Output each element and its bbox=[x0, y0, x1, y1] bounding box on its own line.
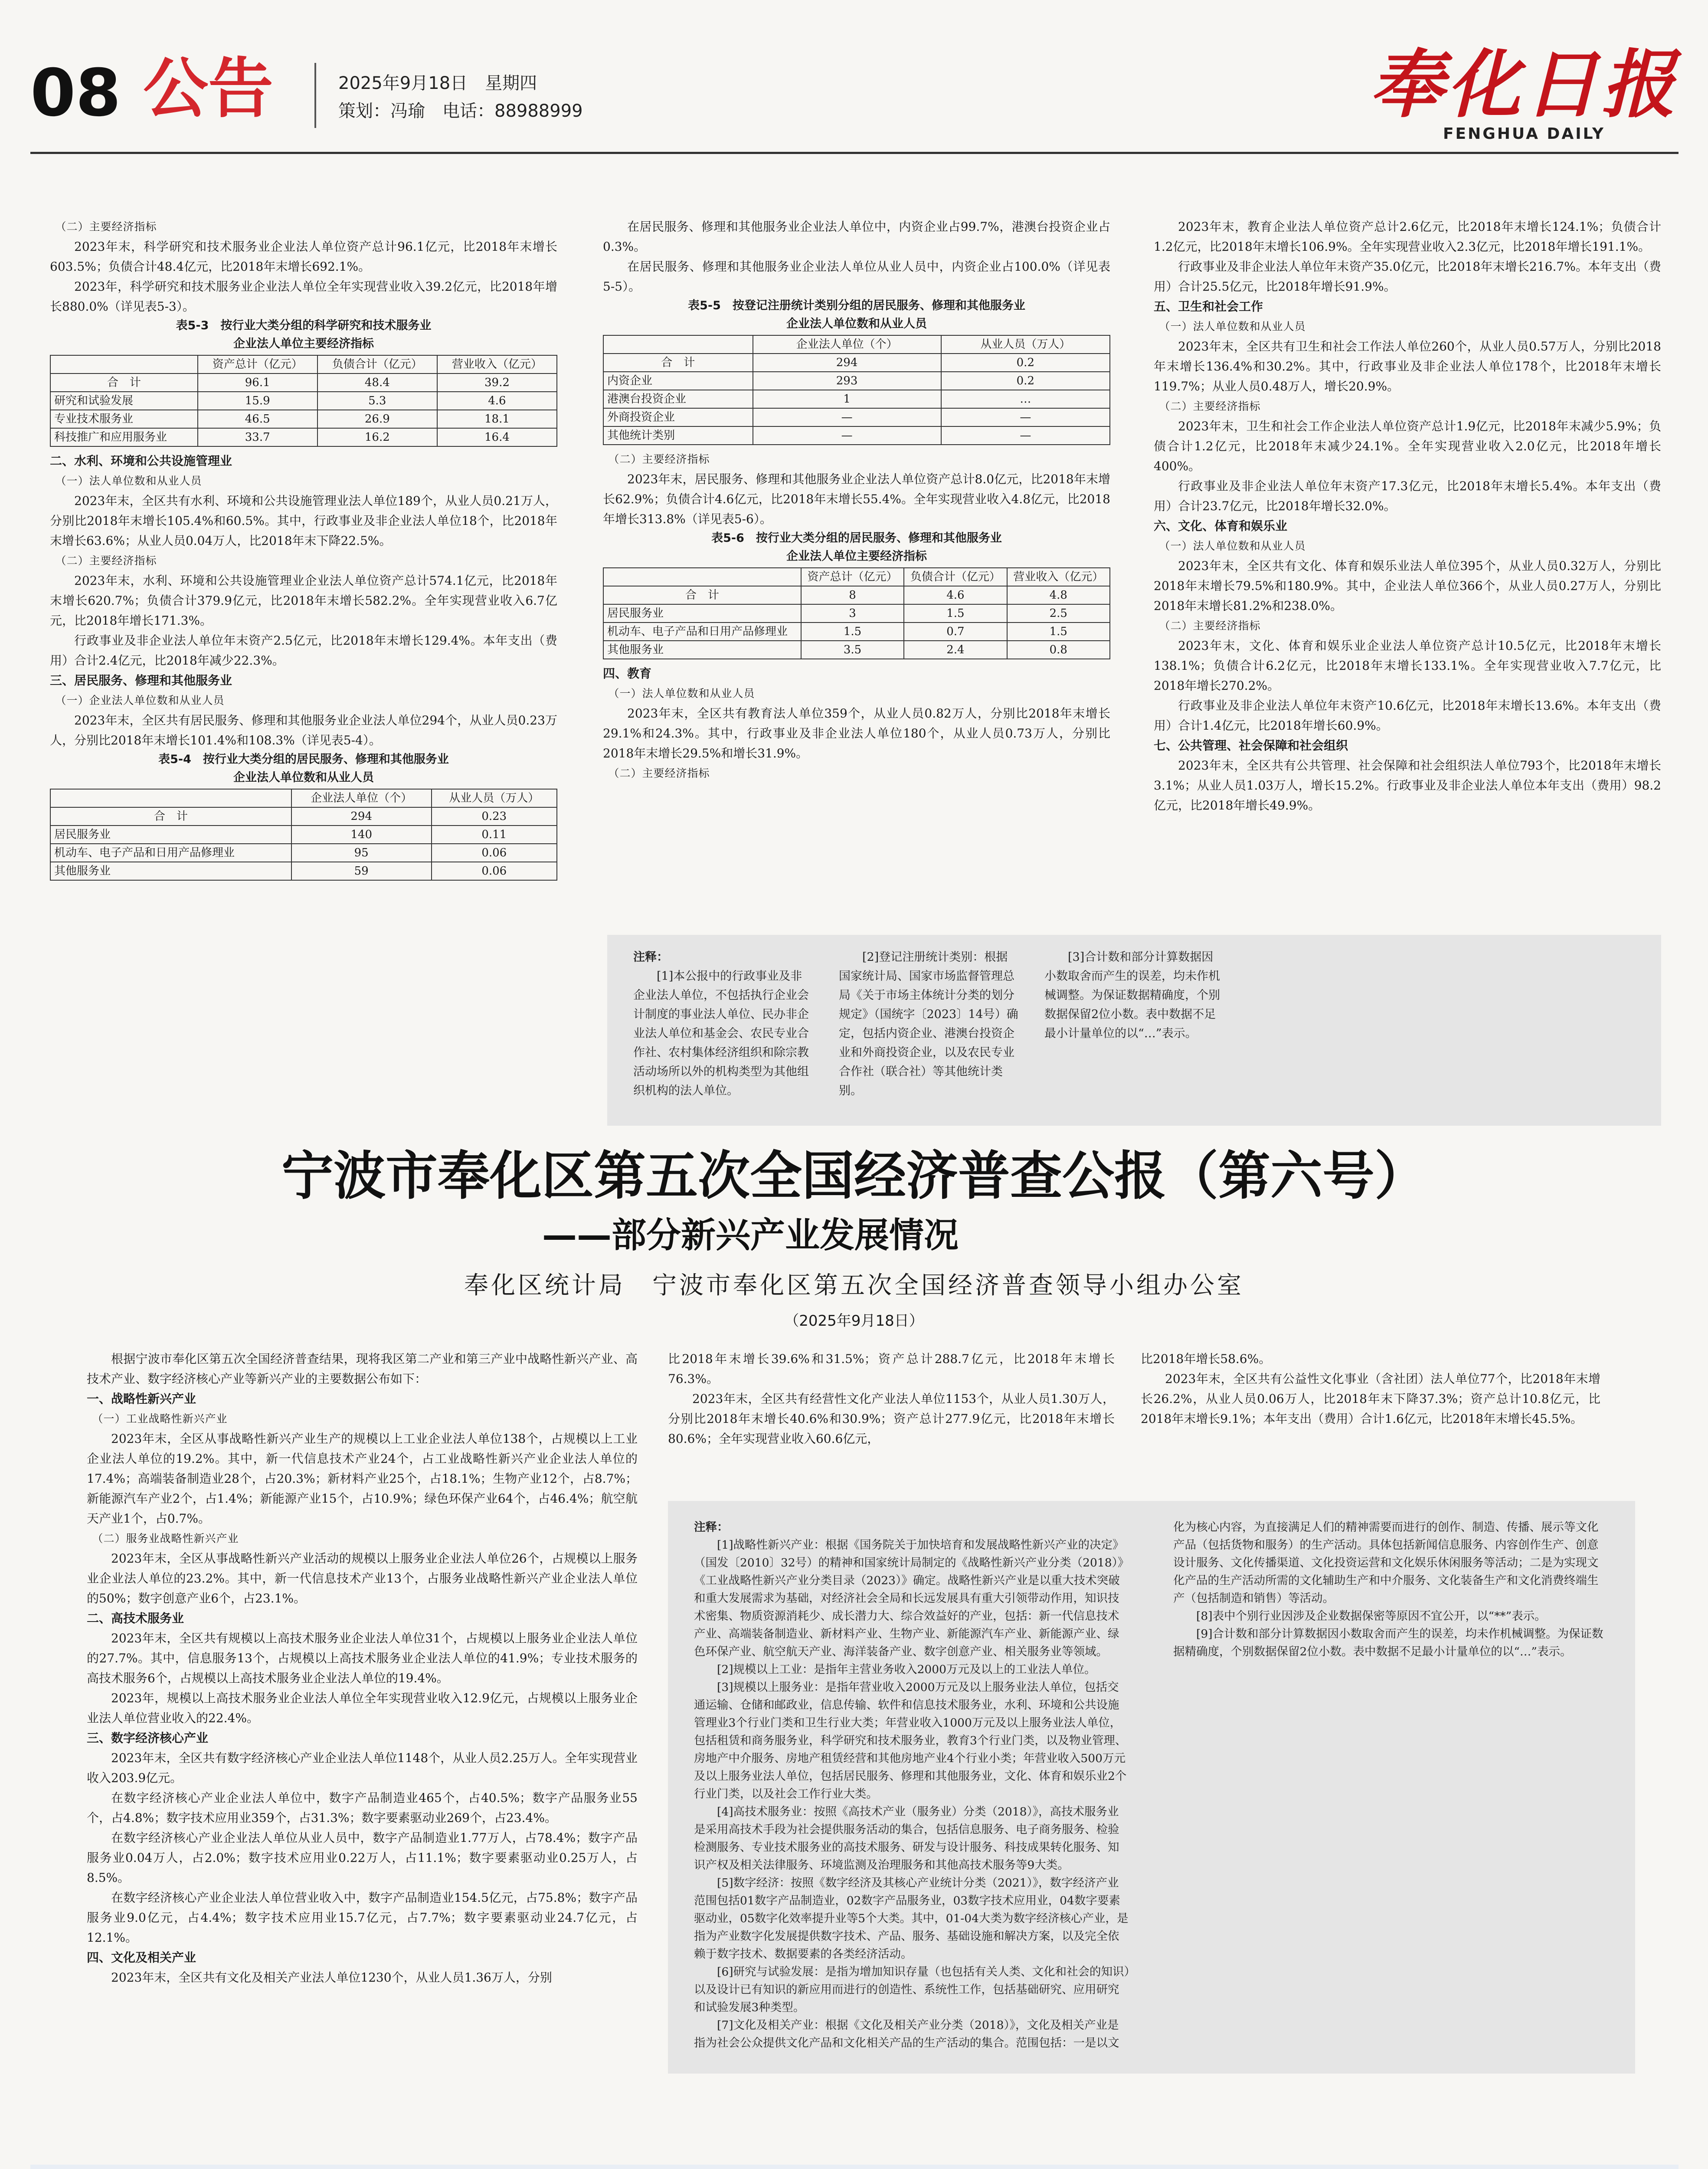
note-paragraph: [3]规模以上服务业：是指年营业收入2000万元及以上服务业法人单位，包括交通运输、仓储和邮政业，信息传输、软件和信息技术服务业，水利、环境和公共设施管理业3个行业门类和卫生行业大类；年营业收入1000万元及以上服务业法人单位，包括租赁和商务服务业，科学研究和技术服务业，教育3个行业门类，以及物业管理、房地产中介服务、房地产租赁经营和其他房地产业4个行业小类；年营业收入500万元及以上服务业法人单位，包括居民服务、修理和其他服务业，文化、体育和娱乐业2个行业门类，以及社会工作行业大类。 bbox=[694, 1681, 1127, 1801]
body-paragraph: 2023年，规模以上高技术服务业企业法人单位全年实现营业收入12.9亿元，占规模以上服务业企业法人单位营业收入的22.4%。 bbox=[87, 1691, 638, 1725]
table-5-5-block bbox=[603, 297, 1110, 445]
table-row bbox=[603, 586, 1110, 604]
article-notes-box bbox=[668, 1501, 1635, 2074]
table-cell: 其他统计类别 bbox=[603, 426, 753, 445]
table-header-cell: 负债合计（亿元） bbox=[904, 568, 1007, 586]
top-column-3 bbox=[1154, 217, 1661, 816]
body-paragraph: 2023年末，全区从事战略性新兴产业活动的规模以上服务业企业法人单位26个，占规模以上服务业企业法人单位的23.2%。其中，新一代信息技术产业13个，占服务业战略性新兴产业企业法人单位的50%；数字创意产业6个，占23.1%。 bbox=[87, 1551, 638, 1605]
section-title: 公告 bbox=[143, 51, 274, 127]
table-5-3 bbox=[50, 355, 557, 447]
article-column-1 bbox=[87, 1349, 638, 1988]
table-cell: 外商投资企业 bbox=[603, 408, 753, 426]
table-cell: 48.4 bbox=[317, 374, 437, 392]
table-cell: 2.4 bbox=[904, 641, 1007, 659]
table-cell: 机动车、电子产品和日用产品修理业 bbox=[603, 623, 801, 641]
table-cell: 39.2 bbox=[437, 374, 557, 392]
body-paragraph: 2023年末，全区共有数字经济核心产业企业法人单位1148个，从业人员2.25万人。全年实现营业收入203.9亿元。 bbox=[87, 1751, 638, 1785]
table-cell: 1 bbox=[753, 390, 941, 408]
body-paragraph: 在数字经济核心产业企业法人单位营业收入中，数字产品制造业154.5亿元，占75.8%；数字产品服务业9.0亿元，占4.4%；数字技术应用业15.7亿元，占7.7%；数字要素驱动业24.7亿元，占12.1%。 bbox=[87, 1891, 638, 1945]
logo-english: FENGHUA DAILY bbox=[1443, 125, 1606, 143]
table-cell: 5.3 bbox=[317, 392, 437, 410]
body-paragraph: 2023年末，全区共有教育法人单位359个，从业人员0.82万人，分别比2018年末增长29.1%和24.3%。其中，行政事业及非企业法人单位180个，从业人员0.73万人，分别比2018年末增长29.5%和增长31.9%。 bbox=[603, 706, 1110, 760]
table-cell: — bbox=[753, 426, 941, 445]
table-cell: 0.11 bbox=[432, 826, 557, 844]
section-heading: 二、水利、环境和公共设施管理业 bbox=[50, 454, 232, 468]
table-header-cell: 企业法人单位（个） bbox=[753, 335, 941, 354]
note-paragraph: [2]登记注册统计类别：根据国家统计局、国家市场监督管理总局《关于市场主体统计分类的划分规定》（国统字〔2023〕14号）确定，包括内资企业、港澳台投资企业和外商投资企业，以及农民专业合作社（联合社）等其他统计类别。 bbox=[839, 950, 1018, 1098]
table-row bbox=[50, 807, 557, 826]
table-cell: 15.9 bbox=[198, 392, 317, 410]
body-paragraph: 在居民服务、修理和其他服务业企业法人单位中，内资企业占99.7%，港澳台投资企业占0.3%。 bbox=[603, 220, 1110, 254]
table-cell: 内资企业 bbox=[603, 372, 753, 390]
body-paragraph: 行政事业及非企业法人单位年末资产35.0亿元，比2018年末增长216.7%。本年支出（费用）合计25.5亿元，比2018年增长91.9%。 bbox=[1154, 259, 1661, 294]
table-subtitle: 企业法人单位主要经济指标 bbox=[786, 550, 927, 563]
subsection-heading: （二）主要经济指标 bbox=[55, 554, 157, 567]
table-cell: 4.6 bbox=[904, 586, 1007, 604]
table-cell: 95 bbox=[291, 844, 432, 862]
table-subtitle: 企业法人单位数和从业人员 bbox=[786, 317, 927, 331]
table-cell: 专业技术服务业 bbox=[50, 410, 198, 428]
table-row bbox=[50, 392, 557, 410]
table-subtitle: 企业法人单位数和从业人员 bbox=[233, 771, 374, 784]
subsection-heading: （一）法人单位数和从业人员 bbox=[1159, 540, 1306, 552]
table-cell: — bbox=[941, 426, 1110, 445]
top-notes-box bbox=[607, 935, 1661, 1126]
table-5-4-block bbox=[50, 750, 557, 881]
notes-label: 注释： bbox=[694, 1520, 729, 1534]
header-divider bbox=[314, 63, 316, 128]
subsection-heading: （一）法人单位数和从业人员 bbox=[1159, 320, 1306, 333]
header-rule bbox=[30, 152, 1679, 154]
table-cell: 3.5 bbox=[801, 641, 904, 659]
body-paragraph: 在数字经济核心产业企业法人单位中，数字产品制造业465个，占40.5%；数字产品服务业55个，占4.8%；数字技术应用业359个，占31.3%；数字要素驱动业269个，占23.4%。 bbox=[87, 1791, 638, 1825]
section-heading: 三、居民服务、修理和其他服务业 bbox=[50, 673, 232, 688]
table-header-row bbox=[50, 789, 557, 807]
body-paragraph: 2023年末，全区共有卫生和社会工作法人单位260个，从业人员0.57万人，分别比2018年末增长136.4%和30.2%。其中，行政事业及非企业法人单位178个，比2018年末增长119.7%；从业人员0.48万人，增长20.9%。 bbox=[1154, 339, 1661, 393]
note-paragraph: [4]高技术服务业：按照《高技术产业（服务业）分类（2018）》，高技术服务业是采用高技术手段为社会提供服务活动的集合，包括信息服务、电子商务服务、检验检测服务、专业技术服务业的高技术服务、研发与设计服务、科技成果转化服务、知识产权及相关法律服务、环境监测及治理服务和其他高技术服务等9大类。 bbox=[694, 1805, 1119, 1872]
table-cell: — bbox=[753, 408, 941, 426]
note-paragraph: [5]数字经济：按照《数字经济及其核心产业统计分类（2021）》，数字经济产业范围包括01数字产品制造业，02数字产品服务业，03数字技术应用业，04数字要素驱动业，05数字化效率提升业等5个大类。其中，01-04大类为数字经济核心产业，是指为产业数字化发展提供数字技术、产品、服务、基础设施和解决方案，以及完全依赖于数字技术、数据要素的各类经济活动。 bbox=[694, 1876, 1129, 1961]
section-heading: 七、公共管理、社会保障和社会组织 bbox=[1154, 738, 1348, 753]
table-cell: 0.06 bbox=[432, 862, 557, 880]
editor-info: 策划：冯瑜 电话：88988999 bbox=[338, 101, 583, 121]
table-cell: — bbox=[941, 408, 1110, 426]
table-row bbox=[50, 410, 557, 428]
table-row bbox=[603, 390, 1110, 408]
table-header-cell bbox=[50, 355, 198, 374]
table-row bbox=[50, 862, 557, 880]
table-cell: 合 计 bbox=[603, 586, 801, 604]
table-row bbox=[603, 354, 1110, 372]
subsection-heading: （二）主要经济指标 bbox=[608, 767, 710, 780]
section-heading: 二、高技术服务业 bbox=[87, 1611, 184, 1625]
table-row bbox=[50, 428, 557, 446]
body-paragraph: 2023年末，全区共有公共管理、社会保障和社会组织法人单位793个，比2018年末增长3.1%；从业人员1.03万人，增长15.2%。行政事业及非企业法人单位本年支出（费用）98.2亿元，比2018年增长49.9%。 bbox=[1154, 758, 1661, 813]
table-cell: 0.2 bbox=[941, 354, 1110, 372]
body-paragraph: 2023年末，全区共有居民服务、修理和其他服务业企业法人单位294个，从业人员0.23万人，分别比2018年末增长101.4%和108.3%（详见表5-4）。 bbox=[50, 713, 557, 747]
section-heading: 六、文化、体育和娱乐业 bbox=[1154, 519, 1288, 533]
table-cell: … bbox=[941, 390, 1110, 408]
table-cell: 3 bbox=[801, 604, 904, 623]
table-header-row bbox=[50, 355, 557, 374]
table-row bbox=[50, 374, 557, 392]
table-cell: 港澳台投资企业 bbox=[603, 390, 753, 408]
table-cell: 0.7 bbox=[904, 623, 1007, 641]
table-cell: 294 bbox=[753, 354, 941, 372]
article-subtitle: ——部分新兴产业发展情况 bbox=[542, 1215, 959, 1255]
body-paragraph: 2023年末，科学研究和技术服务业企业法人单位资产总计96.1亿元，比2018年末增长603.5%；负债合计48.4亿元，比2018年末增长692.1%。 bbox=[50, 239, 557, 274]
table-cell: 16.2 bbox=[317, 428, 437, 446]
body-paragraph: 2023年，科学研究和技术服务业企业法人单位全年实现营业收入39.2亿元，比2018年增长880.0%（详见表5-3）。 bbox=[50, 279, 557, 314]
table-cell: 合 计 bbox=[603, 354, 753, 372]
top-column-2 bbox=[603, 217, 1110, 783]
table-5-4 bbox=[50, 789, 557, 881]
continued-paragraph: 比2018年增长58.6%。 bbox=[1141, 1352, 1271, 1366]
issue-date: 2025年9月18日 星期四 bbox=[338, 73, 537, 93]
table-header-row bbox=[603, 568, 1110, 586]
body-paragraph: 2023年末，卫生和社会工作企业法人单位资产总计1.9亿元，比2018年末减少5.9%；负债合计1.2亿元，比2018年末减少24.1%。全年实现营业收入2.0亿元，比2018年增长400%。 bbox=[1154, 419, 1661, 473]
logo-chinese: 奉化日报 bbox=[1369, 41, 1679, 128]
table-cell: 16.4 bbox=[437, 428, 557, 446]
table-cell: 59 bbox=[291, 862, 432, 880]
table-row bbox=[603, 408, 1110, 426]
table-header-cell: 从业人员（万人） bbox=[941, 335, 1110, 354]
section-heading: 四、文化及相关产业 bbox=[87, 1950, 196, 1965]
table-cell: 33.7 bbox=[198, 428, 317, 446]
section-heading: 一、战略性新兴产业 bbox=[87, 1392, 196, 1406]
newspaper-logo bbox=[1369, 41, 1679, 144]
body-paragraph: 2023年末，全区共有规模以上高技术服务业企业法人单位31个，占规模以上服务业企业法人单位的27.7%。其中，信息服务13个，占规模以上高技术服务业企业法人单位的41.9%；专业技术服务的高技术服务6个，占规模以上高技术服务业企业法人单位的19.4%。 bbox=[87, 1631, 638, 1685]
table-row bbox=[603, 623, 1110, 641]
note-paragraph: [9]合计数和部分计算数据因小数取舍而产生的误差，均未作机械调整。为保证数据精确度，个别数据保留2位小数。表中数据不足最小计量单位的以“…”表示。 bbox=[1173, 1627, 1603, 1658]
table-header-cell: 负债合计（亿元） bbox=[317, 355, 437, 374]
section-heading: 五、卫生和社会工作 bbox=[1154, 299, 1263, 314]
table-title: 表5-4 按行业大类分组的居民服务、修理和其他服务业 bbox=[158, 753, 449, 766]
table-cell: 0.8 bbox=[1007, 641, 1110, 659]
body-paragraph: 行政事业及非企业法人单位年末资产2.5亿元，比2018年末增长129.4%。本年支出（费用）合计2.4亿元，比2018年减少22.3%。 bbox=[50, 633, 557, 668]
table-cell: 140 bbox=[291, 826, 432, 844]
table-header-cell bbox=[50, 789, 291, 807]
table-cell: 其他服务业 bbox=[603, 641, 801, 659]
table-cell: 18.1 bbox=[437, 410, 557, 428]
body-paragraph: 2023年末，全区共有公益性文化事业（含社团）法人单位77个，比2018年末增长26.2%，从业人员0.06万人，比2018年末下降37.3%；资产总计10.8亿元，比2018年末增长9.1%；本年支出（费用）合计1.6亿元，比2018年末增长45.5%。 bbox=[1141, 1372, 1600, 1426]
table-cell: 46.5 bbox=[198, 410, 317, 428]
table-header-cell: 从业人员（万人） bbox=[432, 789, 557, 807]
table-5-6 bbox=[603, 567, 1110, 659]
subsection-heading: （一）企业法人单位数和从业人员 bbox=[55, 694, 225, 707]
table-subtitle: 企业法人单位主要经济指标 bbox=[233, 337, 374, 351]
table-cell: 研究和试验发展 bbox=[50, 392, 198, 410]
top-column-1 bbox=[50, 217, 557, 885]
body-paragraph: 在居民服务、修理和其他服务业企业法人单位从业人员中，内资企业占100.0%（详见表5-5）。 bbox=[603, 259, 1110, 294]
body-paragraph: 2023年末，文化、体育和娱乐业企业法人单位资产总计10.5亿元，比2018年末增长138.1%；负债合计6.2亿元，比2018年末增长133.1%。全年实现营业收入7.7亿元，比2018年增长270.2%。 bbox=[1154, 639, 1661, 693]
table-cell: 居民服务业 bbox=[50, 826, 291, 844]
table-title: 表5-6 按行业大类分组的居民服务、修理和其他服务业 bbox=[711, 531, 1002, 545]
article-column-3 bbox=[1141, 1349, 1600, 1429]
continued-paragraph: 比2018年末增长39.6%和31.5%；资产总计288.7亿元，比2018年末增长76.3%。 bbox=[668, 1352, 1115, 1386]
table-cell: 26.9 bbox=[317, 410, 437, 428]
table-row bbox=[603, 604, 1110, 623]
table-row bbox=[603, 426, 1110, 445]
body-paragraph: 根据宁波市奉化区第五次全国经济普查结果，现将我区第二产业和第三产业中战略性新兴产业、高技术产业、数字经济核心产业等新兴产业的主要数据公布如下： bbox=[87, 1352, 638, 1386]
table-cell: 居民服务业 bbox=[603, 604, 801, 623]
body-paragraph: 2023年末，全区共有文化及相关产业法人单位1230个，从业人员1.36万人，分别 bbox=[111, 1970, 552, 1985]
table-row bbox=[50, 826, 557, 844]
page-number: 08 bbox=[30, 56, 121, 131]
page-header bbox=[30, 39, 1679, 147]
subsection-heading: （一）工业战略性新兴产业 bbox=[92, 1412, 228, 1425]
subsection-heading: （二）主要经济指标 bbox=[55, 220, 157, 233]
subsection-heading: （一）法人单位数和从业人员 bbox=[55, 475, 202, 487]
body-paragraph: 行政事业及非企业法人单位年末资产10.6亿元，比2018年末增长13.6%。本年支出（费用）合计1.4亿元，比2018年增长60.9%。 bbox=[1154, 698, 1661, 733]
note-paragraph: [6]研究与试验发展：是指为增加知识存量（也包括有关人类、文化和社会的知识）以及设计已有知识的新应用而进行的创造性、系统性工作，包括基础研究、应用研究和试验发展3种类型。 bbox=[694, 1965, 1130, 2014]
table-header-cell: 资产总计（亿元） bbox=[198, 355, 317, 374]
table-cell: 科技推广和应用服务业 bbox=[50, 428, 198, 446]
body-paragraph: 2023年末，全区共有文化、体育和娱乐业法人单位395个，从业人员0.32万人，分别比2018年末增长79.5%和180.9%。其中，企业法人单位366个，从业人员0.27万人，分别比2018年末增长81.2%和238.0%。 bbox=[1154, 559, 1661, 613]
table-cell: 1.5 bbox=[904, 604, 1007, 623]
note-paragraph: [1]战略性新兴产业：根据《国务院关于加快培育和发展战略性新兴产业的决定》（国发〔2010〕32号）的精神和国家统计局制定的《战略性新兴产业分类（2018）》《工业战略性新兴产业分类目录（2023）》确定。战略性新兴产业是以重大技术突破和重大发展需求为基础，对经济社会全局和长远发展具有重大引领带动作用，知识技术密集、物质资源消耗少、成长潜力大、综合效益好的产业，包括：新一代信息技术产业、高端装备制造业、新材料产业、生物产业、新能源汽车产业、新能源产业、绿色环保产业、航空航天产业、海洋装备产业、数字创意产业、相关服务业等领域。 bbox=[694, 1538, 1129, 1658]
body-paragraph: 2023年末，居民服务、修理和其他服务业企业法人单位资产总计8.0亿元，比2018年末增长62.9%；负债合计4.6亿元，比2018年末增长55.4%。全年实现营业收入4.8亿元，比2018年增长313.8%（详见表5-6）。 bbox=[603, 472, 1110, 526]
table-header-row bbox=[603, 335, 1110, 354]
note-paragraph: [8]表中个别行业因涉及企业数据保密等原因不宜公开，以“**”表示。 bbox=[1196, 1609, 1546, 1623]
subsection-heading: （二）主要经济指标 bbox=[1159, 619, 1261, 632]
body-paragraph: 2023年末，教育企业法人单位资产总计2.6亿元，比2018年末增长124.1%；负债合计1.2亿元，比2018年末增长106.9%。全年实现营业收入2.3亿元，比2018年增长191.1%。 bbox=[1154, 220, 1661, 254]
subsection-heading: （一）法人单位数和从业人员 bbox=[608, 687, 755, 700]
body-paragraph: 2023年末，全区从事战略性新兴产业生产的规模以上工业企业法人单位138个，占规模以上工业企业法人单位的19.2%。其中，新一代信息技术产业24个，占工业战略性新兴产业企业法人单位的17.4%；高端装备制造业28个，占20.3%；新材料产业25个，占18.1%；生物产业12个，占8.7%；新能源汽车产业2个，占1.4%；新能源产业15个，占10.9%；绿色环保产业64个，占46.4%；航空航天产业1个，占0.7%。 bbox=[87, 1432, 638, 1526]
table-cell: 96.1 bbox=[198, 374, 317, 392]
table-cell: 8 bbox=[801, 586, 904, 604]
article-issuer: 奉化区统计局 宁波市奉化区第五次全国经济普查领导小组办公室 bbox=[464, 1271, 1244, 1300]
table-cell: 0.23 bbox=[432, 807, 557, 826]
table-cell: 2.5 bbox=[1007, 604, 1110, 623]
body-paragraph: 在数字经济核心产业企业法人单位从业人员中，数字产品制造业1.77万人，占78.4%；数字产品服务业0.04万人，占2.0%；数字技术应用业0.22万人，占11.1%；数字要素驱动业0.25万人，占8.5%。 bbox=[87, 1831, 638, 1885]
table-cell: 294 bbox=[291, 807, 432, 826]
rainbow-banner bbox=[30, 2165, 1679, 2169]
table-header-cell bbox=[603, 335, 753, 354]
table-cell: 机动车、电子产品和日用产品修理业 bbox=[50, 844, 291, 862]
note-paragraph: [7]文化及相关产业：根据《文化及相关产业分类（2018）》，文化及相关产业是指为社会公众提供文化产品和文化相关产品的生产活动的集合。范围包括：一是以文化为核心内容，为直接满足人们的精神需要而进行的创作、制造、传播、展示等文化产品（包括货物和服务）的生产活动。具体包括新闻信息服务、内容创作生产、创意设计服务、文化传播渠道、文化投资运营和文化娱乐休闲服务等活动；二是为实现文化产品的生产活动所需的文化辅助生产和中介服务、文化装备生产和文化消费终端生产（包括制造和销售）等活动。 bbox=[694, 1520, 1599, 2050]
table-header-cell: 营业收入（亿元） bbox=[1007, 568, 1110, 586]
subsection-heading: （二）服务业战略性新兴产业 bbox=[92, 1532, 239, 1545]
body-paragraph: 行政事业及非企业法人单位年末资产17.3亿元，比2018年末增长5.4%。本年支出（费用）合计23.7亿元，比2018年增长32.0%。 bbox=[1154, 479, 1661, 513]
table-cell: 合 计 bbox=[50, 374, 198, 392]
table-header-cell: 资产总计（亿元） bbox=[801, 568, 904, 586]
notes-label: 注释： bbox=[633, 950, 668, 964]
note-paragraph: [3]合计数和部分计算数据因小数取舍而产生的误差，均未作机械调整。为保证数据精确度，个别数据保留2位小数。表中数据不足最小计量单位的以“…”表示。 bbox=[1044, 950, 1220, 1040]
table-row bbox=[603, 372, 1110, 390]
table-row bbox=[50, 844, 557, 862]
subsection-heading: （二）主要经济指标 bbox=[1159, 400, 1261, 413]
header-meta bbox=[338, 69, 583, 125]
table-cell: 0.2 bbox=[941, 372, 1110, 390]
table-5-3-block bbox=[50, 317, 557, 447]
table-cell: 4.6 bbox=[437, 392, 557, 410]
subsection-heading: （二）主要经济指标 bbox=[608, 453, 710, 465]
table-5-6-block bbox=[603, 529, 1110, 659]
section-heading: 三、数字经济核心产业 bbox=[87, 1731, 209, 1745]
body-paragraph: 2023年末，全区共有水利、环境和公共设施管理业法人单位189个，从业人员0.21万人，分别比2018年末增长105.4%和60.5%。其中，行政事业及非企业法人单位18个，比2018年末增长63.6%；从业人员0.04万人，比2018年末下降22.5%。 bbox=[50, 494, 557, 548]
table-header-cell: 企业法人单位（个） bbox=[291, 789, 432, 807]
table-5-5 bbox=[603, 335, 1110, 445]
article-column-2 bbox=[668, 1349, 1115, 1449]
article-title: 宁波市奉化区第五次全国经济普查公报（第六号） bbox=[281, 1146, 1427, 1206]
table-cell: 4.8 bbox=[1007, 586, 1110, 604]
table-cell: 1.5 bbox=[1007, 623, 1110, 641]
table-title: 表5-3 按行业大类分组的科学研究和技术服务业 bbox=[176, 319, 432, 332]
section-heading: 四、教育 bbox=[603, 666, 652, 681]
table-cell: 其他服务业 bbox=[50, 862, 291, 880]
table-cell: 293 bbox=[753, 372, 941, 390]
table-header-cell: 营业收入（亿元） bbox=[437, 355, 557, 374]
rainbow-illustration bbox=[30, 2165, 1679, 2169]
article-date: （2025年9月18日） bbox=[784, 1312, 924, 1330]
table-cell: 0.06 bbox=[432, 844, 557, 862]
table-header-cell bbox=[603, 568, 801, 586]
table-row bbox=[603, 641, 1110, 659]
table-cell: 合 计 bbox=[50, 807, 291, 826]
table-cell: 1.5 bbox=[801, 623, 904, 641]
note-paragraph: [1]本公报中的行政事业及非企业法人单位，不包括执行企业会计制度的事业法人单位、民办非企业法人单位和基金会、农民专业合作社、农村集体经济组织和除宗教活动场所以外的机构类型为其他组织机构的法人单位。 bbox=[633, 970, 809, 1098]
body-paragraph: 2023年末，全区共有经营性文化产业法人单位1153个，从业人员1.30万人，分别比2018年末增长40.6%和30.9%；资产总计277.9亿元，比2018年末增长80.6%；全年实现营业收入60.6亿元， bbox=[668, 1392, 1115, 1446]
table-title: 表5-5 按登记注册统计类别分组的居民服务、修理和其他服务业 bbox=[688, 299, 1025, 312]
note-paragraph: [2]规模以上工业：是指年主营业务收入2000万元及以上的工业法人单位。 bbox=[717, 1663, 1096, 1676]
body-paragraph: 2023年末，水利、环境和公共设施管理业企业法人单位资产总计574.1亿元，比2018年末增长620.7%；负债合计379.9亿元，比2018年末增长582.2%。全年实现营业收入6.7亿元，比2018年增长171.3%。 bbox=[50, 573, 557, 628]
